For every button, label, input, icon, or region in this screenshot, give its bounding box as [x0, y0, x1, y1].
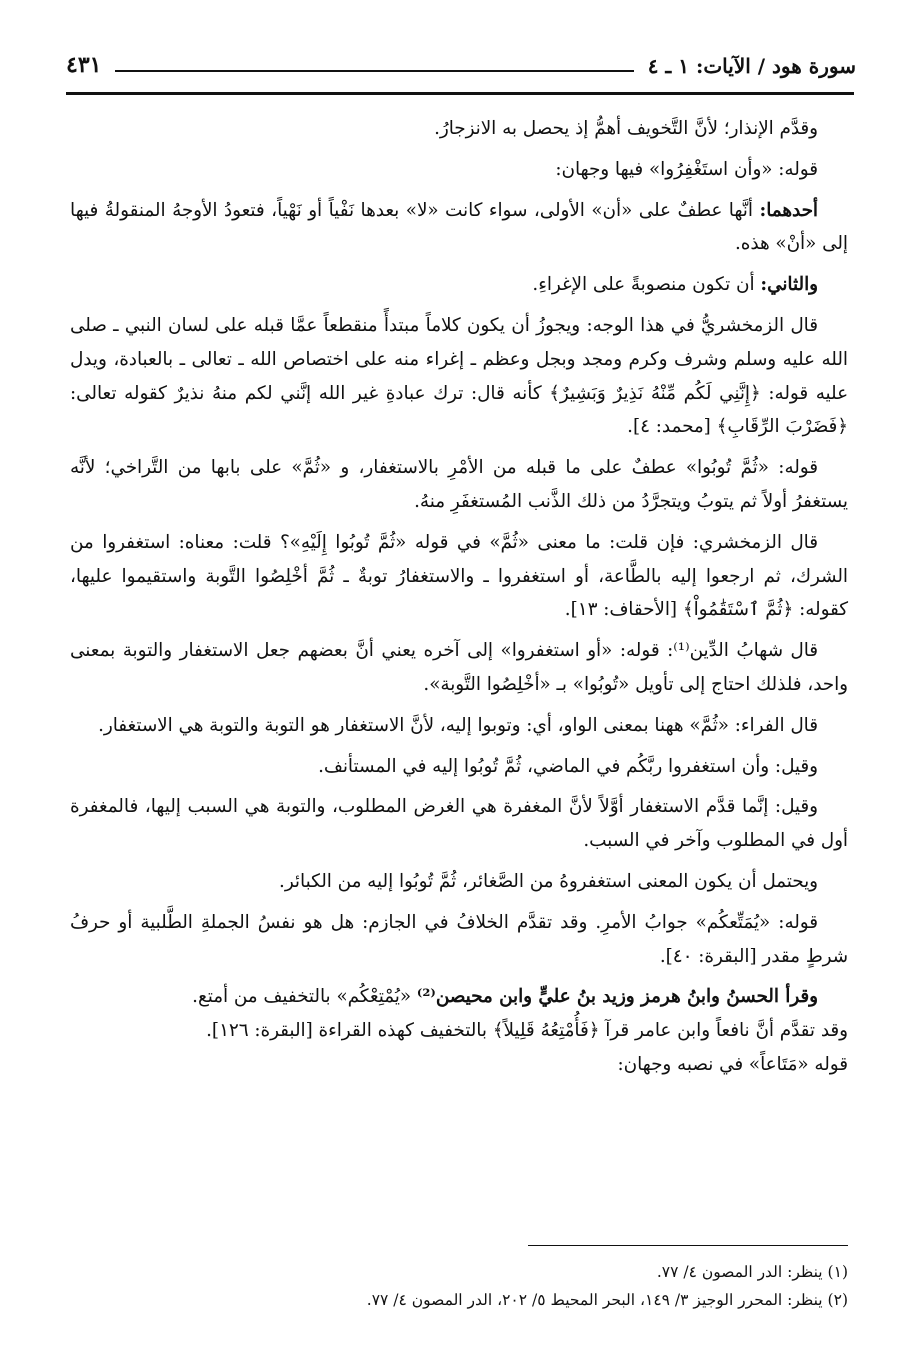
- paragraph: [70, 906, 848, 974]
- paragraph-text: وقد تقدَّم أنَّ نافعاً وابن عامر قرآ ﴿فَأُمْتِعُهُ قَلِيلاً﴾ بالتخفيف كهذه القراءة [البقرة: ١٢٦].: [206, 1020, 848, 1042]
- paragraph: [70, 309, 848, 444]
- paragraph: [70, 1048, 848, 1082]
- footnotes: [70, 1258, 848, 1314]
- paragraph: [70, 750, 848, 784]
- running-title: سورة هود / الآيات: ١ ـ ٤: [647, 54, 856, 78]
- paragraph-lead: أحدهما:: [759, 199, 818, 221]
- paragraph-text: قوله «مَتَاعاً» في نصبه وجهان:: [617, 1053, 848, 1075]
- paragraph-text: أنَّها عطفٌ على «أن» الأولى، سواء كانت «لا» بعدها نَفْياً أو نَهْياً، فتعودُ الأوجهُ المنقولةُ فيها إلى «أنْ» هذه.: [70, 199, 848, 255]
- paragraph-text: أن تكون منصوبةً على الإغراءِ.: [532, 274, 761, 296]
- paragraph: [70, 790, 848, 858]
- footnote: (١) ينظر: الدر المصون ٤/ ٧٧.: [656, 1263, 848, 1281]
- paragraph: [70, 865, 848, 899]
- page-header: [66, 50, 856, 90]
- paragraph-text: قوله: «ثُمَّ تُوبُوا» عطفٌ على ما قبله من الأمْرِ بالاستغفار، و «ثُمَّ» على بابها من التَّراخي؛ لأنَّه يستغفرُ أولاً ثم يتوبُ ويتجرَّدُ من ذلك الذَّنب المُستغفَرِ منهُ.: [70, 457, 848, 512]
- page-number: ٤٣١: [66, 52, 102, 78]
- footnote: (٢) ينظر: المحرر الوجيز ٣/ ١٤٩، البحر المحيط ٥/ ٢٠٢، الدر المصون ٤/ ٧٧.: [366, 1291, 848, 1309]
- paragraph-text: قال الفراء: «ثُمَّ» ههنا بمعنى الواو، أي: وتوبوا إليه، لأنَّ الاستغفار هو التوبة والتوبة هي الاستغفار.: [98, 714, 818, 736]
- paragraph: [70, 709, 848, 743]
- paragraph-lead: وقرأ الحسنُ وابنُ هرمز وزيد بنُ عليٍّ وابن محيصن⁽²⁾: [416, 986, 818, 1008]
- paragraph-text: وقيل: إنَّما قدَّم الاستغفار أوَّلاً لأنَّ المغفرة هي الغرض المطلوب، والتوبة هي السبب إليها، فالمغفرة أول في المطلوب وآخر في السبب.: [70, 796, 848, 852]
- paragraph-text: قوله: «يُمَتِّعكُم» جوابُ الأمرِ. وقد تقدَّم الخلافُ في الجازم: هل هو نفسُ الجملةِ الطَّلبية أو حرفُ شرطٍ مقدر [البقرة: ٤٠].: [70, 911, 848, 967]
- paragraph: [70, 153, 848, 187]
- paragraph-lead: والثاني:: [760, 274, 818, 296]
- paragraph: [70, 112, 848, 146]
- paragraph: [70, 634, 848, 702]
- paragraph-text: وقيل: وأن استغفروا ربَّكُم في الماضي، ثُمَّ تُوبُوا إليه في المستأنف.: [318, 755, 818, 777]
- paragraph-text: قال الزمخشريُّ في هذا الوجه: ويجوزُ أن يكون كلاماً مبتدأً منقطعاً عمَّا قبله على لسان النبي ـ صلى الله عليه وسلم وشرف وكرم ومجد وبجل وعظم ـ إغراء منه على اختصاص الله ـ تعالى ـ بالعبادة، ويدل عليه قوله: ﴿إِنَّنِي لَكُم مِّنْهُ نَذِيرٌ وَبَشِيرٌ﴾ كأنه قال: ترك عبادةِ غير الله إنَّني لكم منهُ نذيرٌ كقوله تعالى: ﴿فَضَرْبَ الرِّقَابِ﴾ [محمد: ٤].: [70, 314, 848, 438]
- footnote-separator: [528, 1245, 848, 1246]
- paragraph-text: قوله: «وأن استَغْفِرُوا» فيها وجهان:: [555, 158, 818, 180]
- paragraph: [70, 268, 848, 302]
- paragraph: [70, 1014, 848, 1048]
- paragraph: [70, 451, 848, 519]
- paragraph-text: ويحتمل أن يكون المعنى استغفروهُ من الصَّغائر، ثُمَّ تُوبُوا إليه من الكبائر.: [279, 870, 818, 892]
- paragraph-text: «يُمْتِعْكُم» بالتخفيف من أمتع.: [192, 986, 417, 1008]
- paragraph: [70, 194, 848, 262]
- header-line: [115, 70, 633, 72]
- paragraph-text: قال الزمخشري: فإن قلت: ما معنى «ثُمَّ» في قوله «ثُمَّ تُوبُوا إِلَيْهِ»؟ قلت: معناه: استغفروا من الشرك، ثم ارجعوا إليه بالطَّاعة، أو استغفروا ـ والاستغفارُ توبةٌ ـ ثُمَّ أخْلِصُوا التَّوبة واستقيموا عليها، كقوله: ﴿ثُمَّ ٱسْتَقَٰمُواْ﴾ [الأحقاف: ١٣].: [70, 531, 848, 621]
- main-text: [70, 112, 848, 1089]
- paragraph: [70, 526, 848, 627]
- paragraph-text: وقدَّم الإنذار؛ لأنَّ التَّخويف أهمُّ إذ يحصل به الانزجارُ.: [434, 118, 818, 139]
- paragraph-text: قال شهابُ الدِّين⁽¹⁾: قوله: «أو استغفروا» إلى آخره يعني أنَّ بعضهم جعل الاستغفار والتوبة بمعنى واحد، فلذلك احتاج إلى تأويل «تُوبُوا» بـ «أخْلِصُوا التَّوبة».: [70, 640, 848, 695]
- header-rule: [66, 92, 854, 95]
- paragraph: [70, 980, 848, 1014]
